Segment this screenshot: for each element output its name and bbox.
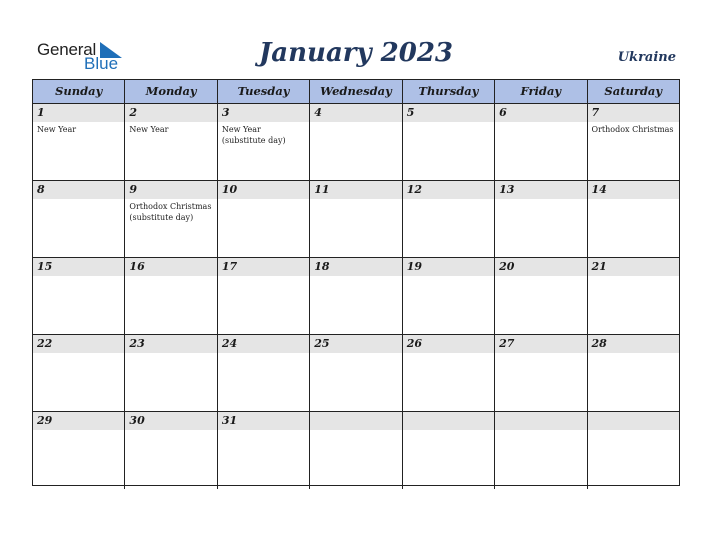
day-cell: [33, 258, 125, 334]
day-cell: [588, 104, 679, 180]
day-number-band: [125, 181, 216, 199]
day-number: 11: [314, 183, 330, 196]
weekday-header: Thursday: [403, 80, 495, 103]
day-cell: [310, 258, 402, 334]
day-cell: [495, 258, 587, 334]
weekday-header: Saturday: [604, 84, 663, 98]
holiday-label: New Year: [37, 125, 77, 134]
day-number: 28: [591, 337, 607, 350]
week-row: [33, 258, 679, 335]
weekday-header: Sunday: [33, 80, 125, 103]
day-cell: [588, 181, 679, 257]
week-row: [33, 181, 679, 258]
day-cell: [218, 258, 310, 334]
day-number-band: [33, 181, 124, 199]
day-cell: [403, 335, 495, 411]
calendar-title: January 2023: [258, 38, 454, 68]
day-number: 9: [129, 183, 138, 196]
day-cell: [125, 258, 217, 334]
day-cell: [33, 104, 125, 180]
day-number: 8: [37, 183, 45, 196]
day-number: 25: [314, 337, 330, 350]
day-number: 1: [37, 106, 45, 119]
day-cell: [310, 104, 402, 180]
day-cell: [310, 181, 402, 257]
day-number: 5: [406, 106, 415, 119]
day-cell: [125, 335, 217, 411]
day-number: 2: [129, 106, 138, 119]
day-cell: [403, 181, 495, 257]
day-number-band: [403, 104, 494, 122]
holiday-label: Orthodox Christmas: [591, 125, 674, 134]
day-number: 7: [591, 106, 600, 119]
day-cell: [218, 412, 310, 489]
day-cell: [588, 258, 679, 334]
weekday-header: Tuesday: [218, 80, 310, 103]
day-cell: [310, 412, 402, 489]
week-row: [33, 104, 679, 181]
day-cell: [33, 412, 125, 489]
weekday-header: Friday: [495, 80, 587, 103]
day-number: 4: [314, 106, 322, 119]
day-cell: [403, 104, 495, 180]
day-number: 21: [591, 260, 607, 273]
day-cell: [588, 412, 679, 489]
day-number: 17: [221, 260, 238, 273]
day-number: 3: [221, 106, 230, 119]
logo-text-general: General: [37, 40, 97, 59]
brand-logo: [37, 40, 127, 74]
day-number: 22: [37, 337, 53, 350]
month-calendar: [32, 79, 680, 486]
day-cell: [495, 412, 587, 489]
weekday-header: Monday: [125, 80, 217, 103]
weekday-header: Wednesday: [310, 80, 402, 103]
holiday-label: New Year (substitute day): [221, 125, 286, 145]
day-number: 14: [591, 183, 607, 196]
day-number: 10: [221, 183, 238, 196]
day-number-band: [403, 412, 494, 430]
day-number: 6: [499, 106, 507, 119]
day-cell: [33, 181, 125, 257]
day-cell: [218, 335, 310, 411]
day-cell: [33, 335, 125, 411]
holiday-label: Orthodox Christmas (substitute day): [129, 202, 212, 222]
country-label: Ukraine: [617, 50, 676, 65]
day-cell: [310, 335, 402, 411]
weeks-container: [33, 104, 679, 489]
day-number: 13: [499, 183, 515, 196]
day-number: 19: [406, 260, 422, 273]
day-cell: [125, 412, 217, 489]
day-cell: [218, 181, 310, 257]
day-number-band: [495, 104, 586, 122]
logo-text-blue: Blue: [84, 54, 119, 73]
day-number-band: [588, 412, 679, 430]
day-number: 16: [129, 260, 145, 273]
day-cell: [495, 181, 587, 257]
day-number: 15: [37, 260, 53, 273]
day-cell: [125, 104, 217, 180]
day-cell: [588, 335, 679, 411]
day-number-band: [495, 412, 586, 430]
day-number: 23: [129, 337, 145, 350]
holiday-label: New Year: [129, 125, 169, 134]
day-number-band: [310, 104, 401, 122]
day-number: 29: [37, 414, 53, 427]
day-number-band: [33, 104, 124, 122]
day-number-band: [588, 104, 679, 122]
day-number: 26: [406, 337, 422, 350]
day-number: 12: [406, 183, 422, 196]
day-cell: [403, 412, 495, 489]
day-cell: [495, 104, 587, 180]
day-number: 18: [314, 260, 330, 273]
day-number-band: [218, 104, 309, 122]
day-cell: [125, 181, 217, 257]
day-number: 31: [221, 414, 238, 427]
weekday-header-row: [33, 80, 679, 104]
day-cell: [403, 258, 495, 334]
day-cell: [218, 104, 310, 180]
day-number: 30: [129, 414, 145, 427]
day-number: 24: [221, 337, 238, 350]
day-number: 27: [499, 337, 515, 350]
week-row: [33, 412, 679, 489]
day-cell: [495, 335, 587, 411]
day-number-band: [125, 104, 216, 122]
week-row: [33, 335, 679, 412]
day-number-band: [310, 412, 401, 430]
day-number: 20: [499, 260, 515, 273]
